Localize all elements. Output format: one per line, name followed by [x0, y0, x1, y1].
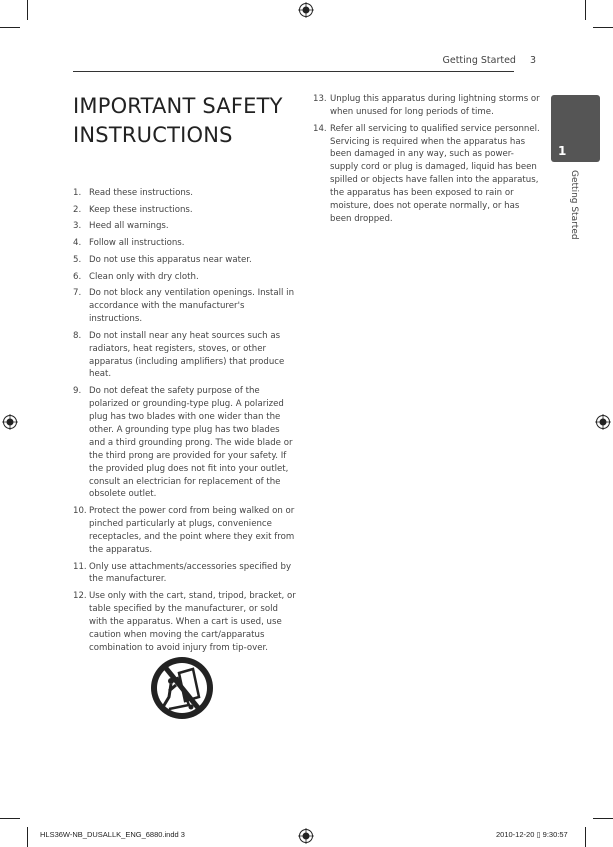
header-section: Getting Started: [442, 55, 516, 66]
list-item: [73, 287, 297, 326]
item-number: 12.: [73, 591, 87, 602]
item-number: 8.: [73, 330, 82, 341]
item-text: Do not install near any heat sources such as radiators, heat registers, stoves, or other apparatus (including amplifiers) that produce heat.: [89, 330, 285, 380]
crop-mark: [27, 827, 28, 847]
item-number: 5.: [73, 254, 82, 265]
list-item: [313, 123, 541, 226]
item-number: 13.: [313, 94, 327, 104]
title-line: INSTRUCTIONS: [73, 123, 233, 147]
item-text: Heed all warnings.: [89, 221, 169, 232]
item-text: Follow all instructions.: [89, 238, 185, 249]
item-number: 4.: [73, 238, 82, 249]
item-number: 11.: [73, 561, 87, 572]
list-item: [73, 561, 297, 587]
item-number: 10.: [73, 506, 87, 517]
item-text: Do not block any ventilation openings. Install in accordance with the manufacturer's instructions.: [89, 288, 295, 325]
header-rule: [73, 71, 514, 72]
list-item: [73, 254, 297, 267]
page-number: 3: [529, 55, 536, 66]
item-text: Use only with the cart, stand, tripod, bracket, or table specified by the manufacturer, or sold with the apparatus. When a cart is used, use caution when moving the cart/apparatus combination to avoid injury from tip-over.: [89, 591, 296, 653]
registration-mark-icon: [2, 414, 18, 430]
item-number: 14.: [313, 123, 327, 134]
list-item: [73, 590, 297, 655]
item-number: 3.: [73, 221, 82, 232]
instruction-list: [73, 187, 297, 658]
item-text: Protect the power cord from being walked on or pinched particularly at plugs, convenience receptacles, and the point where they exit from the apparatus.: [89, 506, 295, 555]
list-item: [73, 204, 297, 217]
chapter-number: 1: [558, 144, 567, 158]
list-item: [73, 505, 297, 557]
item-text: Refer all servicing to qualified service personnel. Servicing is required when the apparatus has been damaged in any way, such as power-supply cord or plug is damaged, liquid has been spilled or objects have fallen into the apparatus, the apparatus has been exposed to rain or moisture, does not operate normally, or has been dropped.: [330, 123, 540, 224]
list-item: [73, 271, 297, 284]
item-text: Do not use this apparatus near water.: [89, 254, 252, 265]
crop-mark: [585, 0, 586, 20]
item-number: 1.: [73, 188, 82, 198]
registration-mark-icon: [298, 828, 314, 844]
slug-timestamp: 2010-12-20 ▯ 9:30:57: [496, 830, 568, 839]
registration-mark-icon: [298, 2, 314, 18]
title-line: IMPORTANT SAFETY: [73, 94, 283, 118]
cart-tip-over-warning-icon: [149, 655, 215, 721]
slug-filename: HLS36W-NB_DUSALLK_ENG_6880.indd 3: [40, 830, 185, 839]
crop-mark: [593, 27, 613, 28]
registration-mark-icon: [595, 414, 611, 430]
item-text: Unplug this apparatus during lightning storms or when unused for long periods of time.: [330, 94, 540, 117]
list-item: [73, 187, 297, 200]
instruction-list-continued: [313, 93, 541, 230]
crop-mark: [593, 818, 613, 819]
item-number: 7.: [73, 288, 82, 299]
item-text: Read these instructions.: [89, 188, 193, 198]
item-number: 9.: [73, 386, 82, 397]
list-item: [313, 93, 541, 119]
crop-mark: [585, 827, 586, 847]
item-text: Do not defeat the safety purpose of the polarized or grounding-type plug. A polarized plug has two blades with one wider than the other. A grounding type plug has two blades and a third grounding prong. The wide blade or the third prong are provided for your safety. If the provided plug does not fit into your outlet, consult an electrician for replacement of the obsolete outlet.: [89, 386, 293, 500]
item-text: Only use attachments/accessories specified by the manufacturer.: [89, 561, 292, 585]
list-item: [73, 330, 297, 382]
page-title: [73, 92, 313, 150]
item-number: 2.: [73, 204, 82, 215]
crop-mark: [27, 0, 28, 20]
item-text: Keep these instructions.: [89, 204, 193, 215]
item-text: Clean only with dry cloth.: [89, 271, 199, 282]
list-item: [73, 237, 297, 250]
crop-mark: [0, 818, 20, 819]
chapter-label: Getting Started: [569, 170, 579, 240]
list-item: [73, 220, 297, 233]
running-header: [300, 55, 536, 66]
list-item: [73, 385, 297, 501]
crop-mark: [0, 27, 20, 28]
item-number: 6.: [73, 271, 82, 282]
